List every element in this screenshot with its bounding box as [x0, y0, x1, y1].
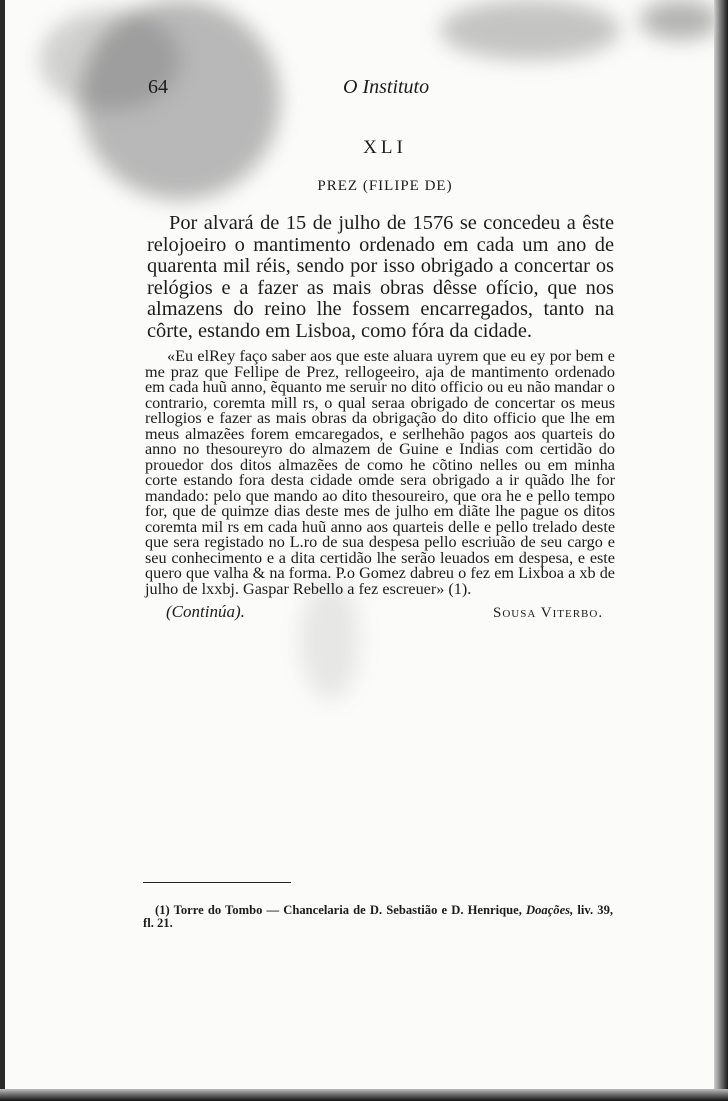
scan-border-bottom [0, 1089, 728, 1101]
journal-title: O Instituto [343, 76, 430, 98]
continuation-note: (Continúa). [166, 602, 245, 621]
author-signature: Sousa Viterbo. [493, 605, 604, 621]
scan-stain [440, 0, 620, 60]
quoted-document: «Eu elRey faço saber aos que este aluara uyrem que eu ey por bem e me praz que Fellipe de Prez, rellogeeiro, aja de mantimento ordenado em cada huũ anno, ẽquanto me seruir no dito officio ou eu não mandar o contrario, coremta mill rs, o qual seraa obrigado de concertar os meus rellogios e fazer as mais obras da obrigação do dito officio que lhe em meus almazẽes forem emcaregados, e serlhehão pagos aos quarteis do anno no thesoureyro do almazem de Guine e Indias com certidão do prouedor dos ditos almazẽes de como he cõtino nelles ou em minha corte estando fora desta cidade omde sera obrigado a ir quãdo lhe for mandado: pelo que mando ao dito thesoureiro, que ora he e pello tempo for, que de quimze dias deste mes de julho em diãte lhe pague os ditos coremta mil rs em cada huũ anno aos quarteis delle e pello trelado deste que sera registado no L.ro de sua despesa pello escriuão de seu cargo e seu conhecimento e a dita certidão lhe serão leuados em despesa, e este quero que valha & na forma. P.o Gomez dabreu o fez em Lixboa a xb de julho de lxxbj. Gaspar Rebello a fez escreuer» (1). [145, 347, 615, 598]
footnote-ref: liv. 39, fl. 21. [143, 903, 614, 930]
footnote-marker: (1) [155, 903, 170, 917]
scan-border-left [0, 0, 5, 1101]
entry-heading: PREZ (FILIPE DE) [317, 178, 453, 194]
scan-border-right [714, 0, 728, 1101]
page-number: 64 [148, 76, 168, 98]
running-head [0, 74, 728, 104]
footnote [143, 904, 613, 930]
footnote-work: Doações, [526, 903, 574, 917]
body-paragraph: Por alvará de 15 de julho de 1576 se concedeu a êste relojoeiro o mantimento ordenado em cada um ano de quarenta mil réis, sendo por isso obrigado a concertar os relógios e a fazer as mais obras dêsse ofício, que nos almazens do reino lhe fossem encarregados, tanto na côrte, estando em Lisboa, como fóra da cidade. [147, 212, 614, 342]
footnote-text: Torre do Tombo — Chancelaria de D. Sebastião e D. Henrique, [173, 903, 522, 917]
scan-stain [640, 0, 720, 40]
chapter-number: XLI [363, 137, 407, 158]
footnote-rule [143, 882, 291, 883]
scan-stain [300, 580, 360, 700]
